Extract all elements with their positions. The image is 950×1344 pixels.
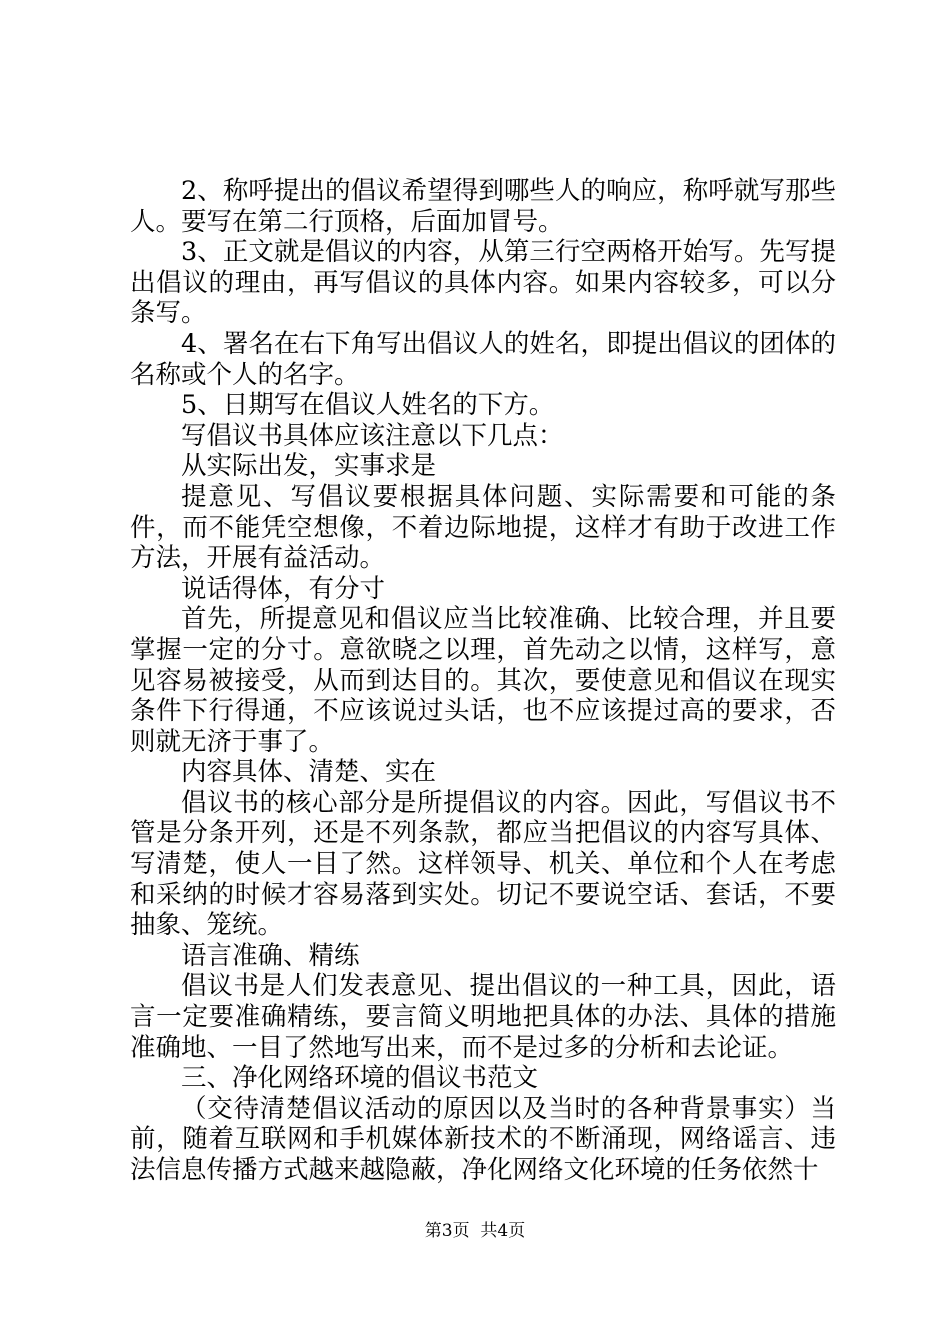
section-heading-example: 三、净化网络环境的倡议书范文 <box>181 1063 539 1094</box>
page-number: 第3页 共4页 <box>424 1221 526 1241</box>
paragraph-appropriate: 首先，所提意见和倡议应当比较准确、比较合理，并且要掌握一定的分寸。意欲晓之以理，首先动之以情，这样写，意见容易被接受，从而到达目的。其次，要使意见和倡议在现实条件下行得通，不应该说过头话，也不应该提过高的要求，否则就无济于事了。 <box>130 604 836 757</box>
paragraph-practical: 提意见、写倡议要根据具体问题、实际需要和可能的条件，而不能凭空想像，不着边际地提，这样才有助于改进工作方法，开展有益活动。 <box>130 481 836 574</box>
paragraph-language: 倡议书是人们发表意见、提出倡议的一种工具，因此，语言一定要准确精练，要言简义明地把具体的办法、具体的措施准确地、一目了然地写出来，而不是过多的分析和去论证。 <box>130 971 836 1063</box>
paragraph-example: （交待清楚倡议活动的原因以及当时的各种背景事实）当前，随着互联网和手机媒体新技术的不断涌现，网络谣言、违法信息传播方式越来越隐蔽，净化网络文化环境的任务依然十 <box>130 1093 836 1185</box>
document-body <box>130 176 836 1186</box>
subheading-practical: 从实际出发，实事求是 <box>181 451 437 482</box>
page-footer <box>0 1216 950 1241</box>
paragraph-item-4: 4、署名在右下角写出倡议人的姓名，即提出倡议的团体的名称或个人的名字。 <box>130 328 836 390</box>
paragraph-item-2: 2、称呼提出的倡议希望得到哪些人的响应，称呼就写那些人。要写在第二行顶格，后面加冒号。 <box>130 176 836 237</box>
subheading-concrete: 内容具体、清楚、实在 <box>181 757 437 788</box>
paragraph-concrete: 倡议书的核心部分是所提倡议的内容。因此，写倡议书不管是分条开列，还是不列条款，都应当把倡议的内容写具体、写清楚，使人一目了然。这样领导、机关、单位和个人在考虑和采纳的时候才容易落到实处。切记不要说空话、套话，不要抽象、笼统。 <box>130 787 836 941</box>
subheading-appropriate: 说话得体，有分寸 <box>181 573 386 604</box>
subheading-language: 语言准确、精练 <box>181 940 360 971</box>
notes-heading: 写倡议书具体应该注意以下几点： <box>181 420 564 451</box>
paragraph-item-5: 5、日期写在倡议人姓名的下方。 <box>181 390 555 421</box>
paragraph-item-3: 3、正文就是倡议的内容，从第三行空两格开始写。先写提出倡议的理由，再写倡议的具体内容。如果内容较多，可以分条写。 <box>130 237 836 329</box>
